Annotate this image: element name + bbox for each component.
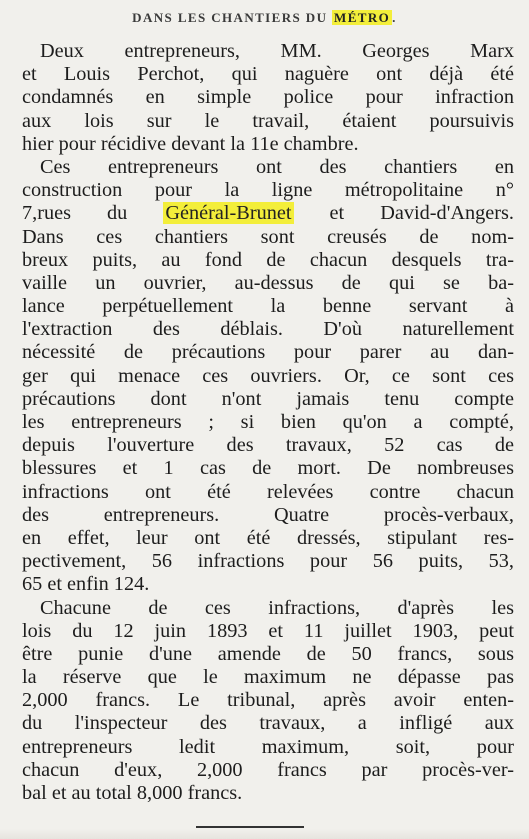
text-line: depuis l'ouverture des travaux, 52 cas de <box>22 434 514 457</box>
paper-edge <box>0 829 529 839</box>
headline-prefix: DANS LES CHANTIERS DU <box>132 10 328 25</box>
text-line: être punie d'une amende de 50 francs, sous <box>22 642 514 665</box>
text-line: condamnés en simple police pour infraction <box>22 86 514 109</box>
article-headline <box>0 10 529 26</box>
text-line: bal et au total 8,000 francs. <box>22 782 243 804</box>
text-line: la réserve que le maximum ne dépasse pas <box>22 666 514 689</box>
text-line: lois du 12 juin 1893 et 11 juillet 1903, peut <box>22 619 514 642</box>
text-line: infractions ont été relevées contre chacun <box>22 480 514 503</box>
text-line: vaille un ouvrier, au-dessus de qui se ba- <box>22 271 514 294</box>
text-line: du l'inspecteur des travaux, a infligé aux <box>22 712 514 735</box>
text-line: 65 et enfin 124. <box>22 573 150 596</box>
headline-suffix: . <box>392 10 397 25</box>
text-line: chacun d'eux, 2,000 francs par procès-ver- <box>22 758 514 781</box>
line-part-after: et David-d'Angers. <box>293 202 514 225</box>
street-name-highlight: Général-Brunet <box>165 202 292 225</box>
section-divider-rule <box>196 826 304 828</box>
text-line: des entrepreneurs. Quatre procès-verbaux, <box>22 503 514 526</box>
text-line: Ces entrepreneurs ont des chantiers en <box>40 155 514 178</box>
text-line: breux puits, au fond de chacun desquels tra- <box>22 248 514 271</box>
text-line: l'extraction des déblais. D'où naturellement <box>22 318 514 341</box>
line-part-before: 7,rues du <box>22 202 164 225</box>
article-body <box>22 40 514 805</box>
text-line: et Louis Perchot, qui naguère ont déjà été <box>22 63 514 86</box>
text-line: nécessité de précautions pour parer au dan- <box>22 341 514 364</box>
text-line: construction pour la ligne métropolitaine n° <box>22 179 514 202</box>
text-line: précautions dont n'ont jamais tenu compte <box>22 387 514 410</box>
text-line: en effet, leur ont été dressés, stipulant res- <box>22 526 514 549</box>
text-line: Chacune de ces infractions, d'après les <box>40 596 514 619</box>
text-line: Dans ces chantiers sont creusés de nom- <box>22 225 514 248</box>
text-line: hier pour récidive devant la 11e chambre. <box>22 132 359 155</box>
headline-highlight: MÉTRO <box>334 10 391 25</box>
text-line: aux lois sur le travail, étaient poursuivis <box>22 109 514 132</box>
text-line-highlighted <box>22 202 514 225</box>
text-line: les entrepreneurs ; si bien qu'on a compté, <box>22 411 514 433</box>
text-line: lance perpétuellement la benne servant à <box>22 295 514 318</box>
text-line: Deux entrepreneurs, MM. Georges Marx <box>40 40 514 62</box>
text-line: pectivement, 56 infractions pour 56 puits, 53, <box>22 550 514 573</box>
text-line: entrepreneurs ledit maximum, soit, pour <box>22 735 514 758</box>
text-line: ger qui menace ces ouvriers. Or, ce sont ces <box>22 364 514 387</box>
text-line: blessures et 1 cas de mort. De nombreuses <box>22 457 514 480</box>
text-line: 2,000 francs. Le tribunal, après avoir enten- <box>22 689 514 712</box>
